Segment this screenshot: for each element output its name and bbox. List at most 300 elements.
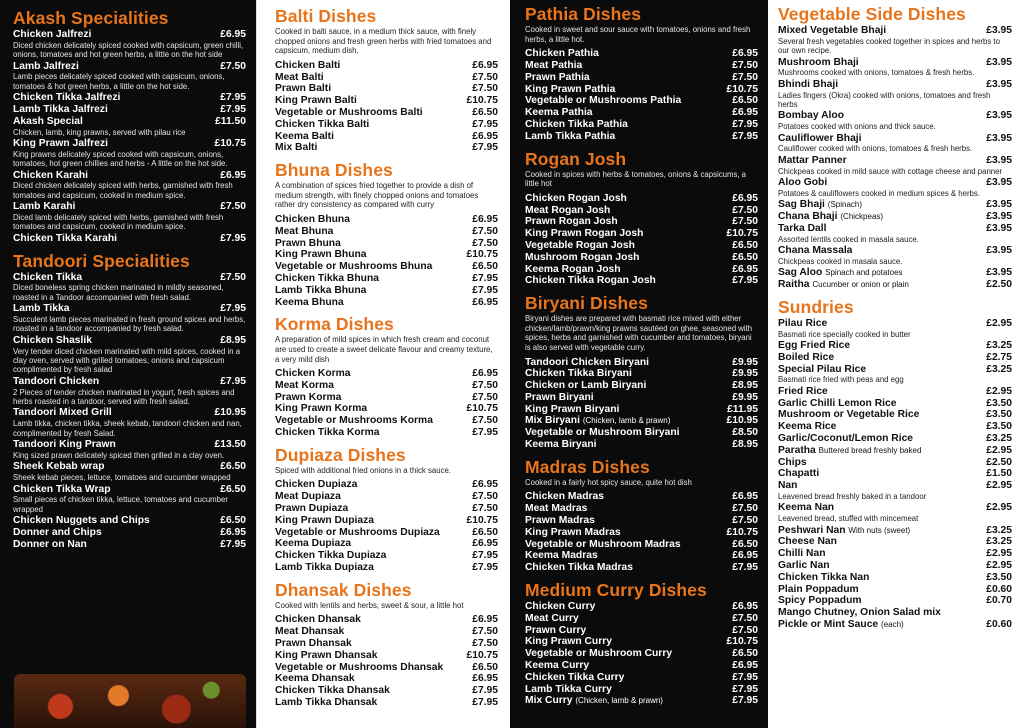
item-name: Spicy Poppadum (778, 595, 862, 607)
item-name-wrap (778, 57, 984, 69)
menu-item (778, 110, 1012, 122)
menu-item (525, 275, 758, 287)
item-name-wrap (778, 584, 984, 596)
item-price: £6.95 (732, 263, 758, 275)
item-price: £2.95 (986, 317, 1012, 329)
item-name-wrap (525, 562, 730, 574)
item-name-wrap (13, 303, 218, 315)
menu-item (13, 376, 246, 388)
menu-item (525, 72, 758, 84)
menu-column-1 (0, 0, 256, 728)
item-price: £6.95 (220, 526, 246, 538)
item-price: £7.50 (472, 503, 498, 515)
menu-item (275, 95, 498, 107)
item-name-wrap (525, 415, 725, 427)
menu-section-pathia-dishes (525, 4, 758, 143)
menu-section-dupiaza-dishes (275, 445, 498, 574)
item-description: Leavened bread, stuffed with mincemeat (778, 514, 919, 524)
item-name-wrap (275, 107, 470, 119)
item-name-wrap (275, 95, 465, 107)
item-name-wrap (778, 155, 984, 167)
menu-item (525, 636, 758, 648)
menu-item (525, 684, 758, 696)
item-price: £3.25 (986, 524, 1012, 536)
section-description: A preparation of mild spices in which fresh cream and coconut are used to create a sweet delicate flavour and creamy texture, a very mild dish (275, 335, 493, 364)
item-name: King Prawn Rogan Josh (525, 228, 644, 240)
menu-section-bhuna-dishes (275, 160, 498, 308)
item-description: Chickpeas cooked in masala sauce. (778, 256, 903, 266)
item-price: £8.95 (220, 334, 246, 346)
item-name: Chicken Karahi (13, 169, 88, 181)
menu-item (275, 273, 498, 285)
item-name-wrap (778, 560, 984, 572)
item-note: With nuts (sweet) (848, 525, 911, 535)
menu-item (778, 267, 1012, 279)
menu-item (525, 228, 758, 240)
menu-item (13, 539, 246, 551)
item-price: £6.95 (732, 107, 758, 119)
item-name-wrap (778, 502, 984, 514)
item-price: £7.50 (732, 624, 758, 636)
item-name-wrap (525, 380, 730, 392)
item-price: £7.50 (732, 515, 758, 527)
item-name-wrap (525, 515, 730, 527)
item-name: Chicken Tikka Rogan Josh (525, 275, 656, 287)
item-name: Meat Madras (525, 503, 588, 515)
item-price: £7.50 (472, 415, 498, 427)
item-name: Chicken Tikka Nan (778, 571, 870, 583)
item-price: £2.50 (986, 456, 1012, 468)
item-name: Garlic Nan (778, 560, 830, 571)
item-name: Sag Bhaji (778, 199, 825, 211)
item-name-wrap (525, 131, 730, 143)
item-price: £6.50 (472, 526, 498, 538)
item-name: Chicken Tikka Curry (525, 671, 625, 683)
item-name: King Prawn Dupiaza (275, 514, 374, 526)
item-name: Prawn Madras (525, 515, 595, 527)
item-price: £7.50 (220, 201, 246, 213)
menu-item (525, 415, 758, 427)
menu-item (778, 607, 1012, 619)
item-price: £10.75 (726, 83, 758, 95)
item-name: Tandoori King Prawn (13, 439, 116, 451)
item-name-wrap (778, 352, 984, 364)
item-price: £7.50 (472, 391, 498, 403)
menu-section-vegetable-side-dishes (778, 4, 1012, 291)
item-name: Vegetable or Mushrooms Korma (275, 415, 433, 427)
item-name: Chicken Tikka Madras (525, 562, 633, 574)
item-name: Meat Pathia (525, 59, 583, 71)
item-price: £7.95 (732, 130, 758, 142)
item-name-wrap (275, 380, 470, 392)
menu-item (525, 131, 758, 143)
item-name: Keema Curry (525, 660, 590, 672)
item-name: Mushroom Bhaji (778, 56, 859, 68)
item-price: £6.95 (732, 660, 758, 672)
item-name: Keema Madras (525, 550, 598, 562)
item-name-wrap (13, 104, 218, 116)
item-name: Chicken Curry (525, 601, 596, 613)
item-name-wrap (275, 562, 470, 574)
item-name-wrap (525, 368, 730, 380)
section-title: Dupiaza Dishes (275, 444, 406, 465)
item-price: £7.95 (472, 697, 498, 709)
item-name: Prawn Bhuna (275, 237, 341, 249)
item-name: Chicken Bhuna (275, 213, 350, 225)
menu-item (778, 398, 1012, 410)
item-price: £3.50 (986, 421, 1012, 433)
item-price: £7.50 (472, 626, 498, 638)
item-price: £10.75 (214, 138, 246, 150)
item-name: Lamb Tikka (13, 303, 70, 315)
section-title: Korma Dishes (275, 314, 394, 335)
item-price: £7.95 (732, 671, 758, 683)
menu-item (13, 61, 246, 73)
menu-item (778, 223, 1012, 235)
item-name: Chicken Tikka (13, 271, 83, 283)
menu-item (525, 527, 758, 539)
item-name: Akash Special (13, 115, 83, 127)
item-price: £7.50 (732, 204, 758, 216)
item-price: £13.50 (214, 439, 246, 451)
item-price: £10.75 (466, 649, 498, 661)
item-name-wrap (525, 264, 730, 276)
item-price: £2.95 (986, 548, 1012, 560)
menu-section-akash-specialities (13, 8, 246, 245)
item-name: Meat Rogan Josh (525, 204, 611, 216)
item-name: Sheek Kebab wrap (13, 461, 105, 473)
menu-item (525, 252, 758, 264)
item-name-wrap (778, 445, 984, 457)
menu-item (525, 439, 758, 451)
item-name: Chicken Madras (525, 491, 604, 503)
item-name-wrap (778, 177, 984, 189)
item-name: Prawn Curry (525, 624, 587, 636)
item-name: King Prawn Bhuna (275, 249, 367, 261)
food-photo (14, 674, 246, 728)
item-description: Basmati rice fried with peas and egg (778, 375, 904, 385)
menu-section-dhansak-dishes (275, 580, 498, 709)
item-note: Cucumber or onion or plain (812, 280, 909, 290)
item-name-wrap (525, 439, 730, 451)
section-title: Pathia Dishes (525, 4, 642, 24)
item-description: Lamb tikka, chicken tikka, sheek kebab, tandoori chicken and nan, complimented by fresh Salad. (13, 419, 242, 438)
item-price: £7.95 (220, 375, 246, 387)
item-price: £10.75 (726, 526, 758, 538)
item-note: (each) (881, 619, 904, 629)
item-name: Chicken Rogan Josh (525, 192, 627, 204)
item-name-wrap (275, 427, 470, 439)
item-name: Prawn Dhansak (275, 638, 352, 650)
menu-item (778, 177, 1012, 189)
item-price: £3.95 (986, 110, 1012, 122)
item-name: Lamb Tikka Pathia (525, 130, 616, 142)
item-price: £7.50 (472, 83, 498, 95)
item-name-wrap (13, 407, 213, 419)
item-price: £6.95 (732, 491, 758, 503)
item-name: Boiled Rice (778, 351, 835, 363)
item-description: King prawns delicately spiced cooked with capsicum, onions, tomatoes, hot green chillies and herbs - A little on the hot side. (13, 149, 228, 169)
menu-item (275, 503, 498, 515)
menu-item (275, 285, 498, 297)
item-price: £3.95 (986, 177, 1012, 189)
item-price: £7.95 (732, 275, 758, 287)
item-price: £6.95 (732, 601, 758, 613)
item-price: £1.50 (986, 468, 1012, 480)
item-name-wrap (525, 60, 730, 72)
item-name: King Prawn Madras (525, 526, 621, 538)
menu-item (525, 503, 758, 515)
menu-item (525, 672, 758, 684)
menu-item (275, 562, 498, 574)
menu-item (13, 272, 246, 284)
item-name-wrap (13, 92, 218, 104)
item-name: Chicken Nuggets and Chips (13, 515, 150, 527)
item-name-wrap (525, 550, 730, 562)
menu-item (778, 199, 1012, 211)
menu-item (525, 380, 758, 392)
item-price: £2.95 (986, 444, 1012, 456)
menu-item (778, 536, 1012, 548)
item-price: £8.50 (732, 427, 758, 439)
item-price: £7.95 (472, 562, 498, 574)
item-name-wrap (13, 527, 218, 539)
menu-item (275, 515, 498, 527)
section-description: Cooked with lentils and herbs, sweet & sour, a little hot (275, 600, 464, 610)
item-price: £6.95 (472, 479, 498, 491)
item-name: Vegetable or Mushrooms Dupiaza (275, 526, 440, 538)
menu-item (778, 468, 1012, 480)
item-price: £6.95 (472, 213, 498, 225)
menu-item (275, 72, 498, 84)
menu-item (13, 335, 246, 347)
item-name: Chicken or Lamb Biryani (525, 380, 647, 392)
menu-item (275, 415, 498, 427)
menu-item (525, 264, 758, 276)
menu-item (525, 240, 758, 252)
menu-item (525, 695, 758, 707)
menu-item (275, 60, 498, 72)
item-name: Prawn Rogan Josh (525, 216, 618, 228)
item-name: King Prawn Curry (525, 636, 612, 648)
item-name-wrap (13, 484, 218, 496)
item-price: £7.95 (220, 538, 246, 550)
item-price: £7.95 (732, 562, 758, 574)
item-name-wrap (275, 697, 470, 709)
menu-item (778, 619, 1012, 631)
item-name-wrap (525, 404, 725, 416)
item-name-wrap (275, 60, 470, 72)
menu-item (275, 626, 498, 638)
menu-item (525, 562, 758, 574)
item-name-wrap (275, 503, 470, 515)
item-name: Mushroom or Vegetable Rice (778, 409, 920, 421)
item-name-wrap (778, 79, 984, 91)
item-price: £7.95 (732, 683, 758, 695)
item-name-wrap (778, 607, 1010, 619)
menu-item (525, 107, 758, 119)
item-name: Meat Dhansak (275, 626, 345, 638)
item-name: Keema Dupiaza (275, 538, 352, 550)
item-name-wrap (778, 525, 984, 537)
item-description: Chickpeas cooked in mild sauce with cottage cheese and panner (778, 166, 1003, 176)
item-name: Chilli Nan (778, 548, 826, 560)
item-name-wrap (525, 275, 730, 287)
item-name-wrap (525, 695, 730, 707)
item-name-wrap (778, 25, 984, 37)
item-price: £3.25 (986, 433, 1012, 445)
item-price: £6.95 (472, 614, 498, 626)
item-description: Ladies fingers (Okra) cooked with onions, tomatoes and fresh herbs (778, 90, 991, 110)
item-name-wrap (525, 660, 730, 672)
item-name: Chicken Tikka Wrap (13, 483, 111, 495)
menu-item (778, 409, 1012, 421)
section-title: Dhansak Dishes (275, 579, 412, 600)
item-name: Chicken Dhansak (275, 614, 361, 626)
item-price: £3.25 (986, 363, 1012, 375)
item-description: Succulent lamb pieces marinated in fresh ground spices and herbs, roasted in a tandoor accompanied by fresh salad. (13, 315, 246, 334)
menu-section-tandoori-specialities (13, 251, 246, 551)
item-price: £7.95 (472, 550, 498, 562)
item-price: £7.50 (472, 491, 498, 503)
item-description: Assorted lentils cooked in masala sauce. (778, 234, 919, 244)
menu-item (13, 484, 246, 496)
item-name-wrap (778, 245, 984, 257)
menu-item (525, 60, 758, 72)
menu-item (525, 95, 758, 107)
item-name: Mixed Vegetable Bhaji (778, 25, 887, 36)
item-name-wrap (525, 427, 730, 439)
item-name-wrap (275, 403, 465, 415)
item-name: Keema Bhuna (275, 296, 344, 308)
item-name-wrap (525, 648, 730, 660)
item-name-wrap (525, 503, 730, 515)
item-name: King Prawn Balti (275, 95, 357, 107)
item-price: £9.95 (732, 356, 758, 368)
item-name: Chicken Korma (275, 368, 351, 380)
item-price: £7.95 (220, 232, 246, 244)
item-name-wrap (275, 538, 470, 550)
item-name: Bombay Aloo (778, 110, 844, 122)
menu-item (778, 57, 1012, 69)
menu-item (525, 613, 758, 625)
item-name-wrap (13, 376, 218, 388)
item-price: £6.50 (732, 648, 758, 660)
item-price: £3.50 (986, 409, 1012, 421)
item-price: £7.50 (472, 237, 498, 249)
item-price: £6.50 (732, 251, 758, 263)
menu-item (275, 538, 498, 550)
menu-item (275, 131, 498, 143)
menu-item (525, 368, 758, 380)
item-price: £10.75 (726, 636, 758, 648)
menu-item (525, 216, 758, 228)
item-name: King Prawn Korma (275, 403, 368, 415)
item-name-wrap (778, 211, 984, 223)
item-price: £7.50 (732, 71, 758, 83)
item-price: £3.50 (986, 397, 1012, 409)
item-name: Mix Biryani (525, 415, 580, 427)
item-name-wrap (275, 249, 465, 261)
item-name-wrap (778, 199, 984, 211)
menu-item (525, 357, 758, 369)
item-name: Lamb Tikka Curry (525, 683, 612, 695)
item-price: £7.95 (472, 142, 498, 154)
item-name: Meat Bhuna (275, 225, 334, 237)
menu-item (778, 457, 1012, 469)
item-name: Special Pilau Rice (778, 363, 867, 375)
item-price: £11.95 (727, 403, 758, 415)
item-name-wrap (525, 228, 725, 240)
item-name-wrap (275, 119, 470, 131)
item-description: King sized prawn delicately spiced then grilled in a clay oven. (13, 450, 225, 460)
item-name-wrap (275, 273, 470, 285)
item-name: Tandoori Chicken Biryani (525, 356, 649, 368)
item-name: Chicken Tikka Pathia (525, 118, 628, 130)
item-price: £7.50 (472, 71, 498, 83)
item-name-wrap (275, 83, 470, 95)
menu-section-medium-curry-dishes (525, 580, 758, 707)
item-name: Keema Biryani (525, 439, 597, 451)
item-description: Several fresh vegetables cooked together in spices and herbs to our own recipe. (778, 36, 1000, 56)
item-name: Chana Bhaji (778, 211, 838, 223)
item-name: Vegetable or Mushrooms Balti (275, 106, 423, 118)
item-price: £7.50 (732, 612, 758, 624)
item-name-wrap (275, 491, 470, 503)
section-title: Vegetable Side Dishes (778, 4, 966, 24)
item-name-wrap (13, 138, 213, 150)
item-name: Pickle or Mint Sauce (778, 618, 879, 630)
item-price: £3.25 (986, 340, 1012, 352)
item-name-wrap (275, 638, 470, 650)
item-name-wrap (13, 61, 218, 73)
item-price: £7.50 (220, 60, 246, 72)
menu-column-4 (768, 0, 1024, 728)
item-name: Vegetable or Mushroom Biryani (525, 427, 680, 439)
item-name: Vegetable or Mushrooms Dhansak (275, 661, 444, 673)
item-description: Leavened bread freshly baked in a tandoor (778, 492, 927, 501)
item-name: Paratha (778, 444, 816, 456)
section-title: Biryani Dishes (525, 293, 648, 314)
item-price: £3.95 (986, 211, 1012, 223)
section-title: Madras Dishes (525, 456, 650, 477)
menu-item (778, 318, 1012, 330)
item-name: Chicken Shaslik (13, 334, 92, 346)
item-name: Tandoori Mixed Grill (13, 407, 112, 419)
menu-section-balti-dishes (275, 6, 498, 154)
menu-item (275, 697, 498, 709)
item-name-wrap (778, 398, 984, 410)
item-price: £6.95 (732, 48, 758, 60)
item-name: Garlic Chilli Lemon Rice (778, 397, 897, 409)
item-price: £6.50 (472, 106, 498, 118)
item-name-wrap (778, 619, 984, 631)
item-name-wrap (275, 131, 470, 143)
menu-item (275, 491, 498, 503)
menu-item (525, 404, 758, 416)
section-description: Cooked in sweet and sour sauce with tomatoes, onions and fresh herbs, a little hot. (525, 25, 751, 44)
item-price: £6.50 (220, 483, 246, 495)
menu-item (778, 560, 1012, 572)
item-name: Lamb Jalfrezi (13, 60, 79, 72)
item-name: Nan (778, 480, 798, 492)
item-name: Lamb Tikka Jalfrezi (13, 104, 108, 116)
menu-item (525, 392, 758, 404)
item-name: King Prawn Dhansak (275, 649, 378, 661)
item-name: Meat Korma (275, 379, 334, 391)
item-price: £2.95 (986, 480, 1012, 492)
menu-item (275, 685, 498, 697)
